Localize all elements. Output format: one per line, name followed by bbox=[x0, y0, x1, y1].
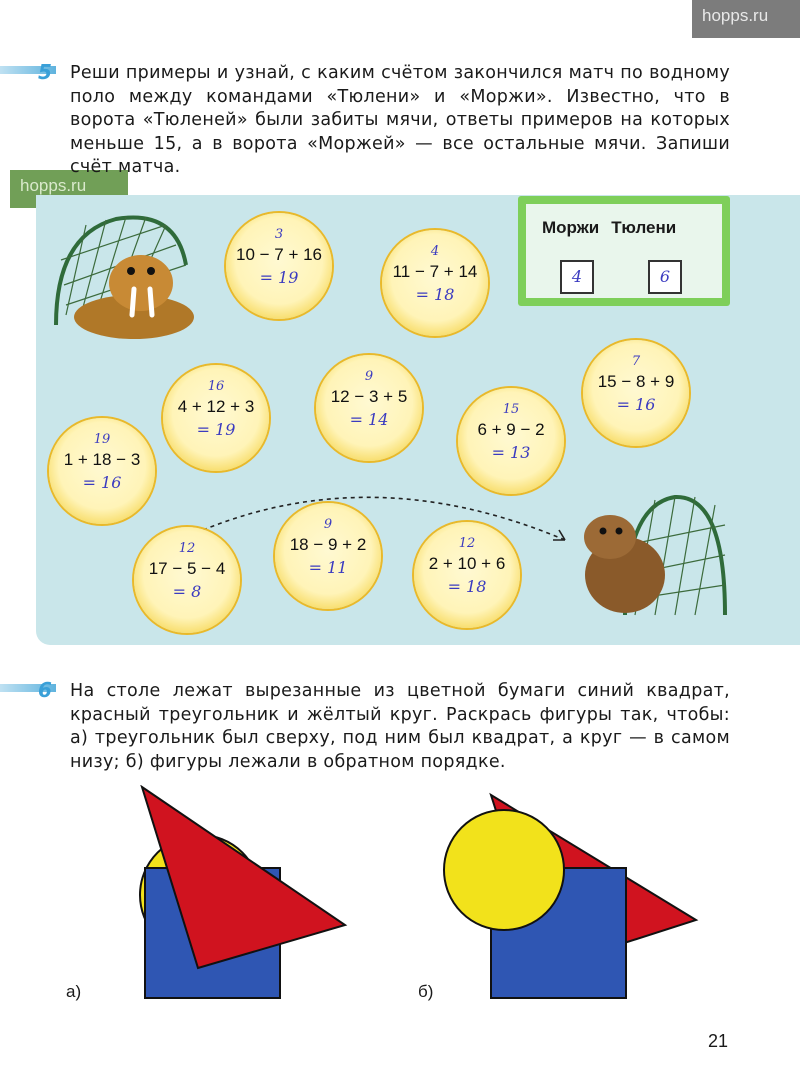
ball-mark: 12 bbox=[178, 541, 196, 556]
ball bbox=[275, 503, 381, 609]
walrus-head bbox=[109, 255, 173, 311]
ball-mark: 9 bbox=[323, 517, 333, 532]
ball-mark: 3 bbox=[274, 227, 284, 242]
page-number: 21 bbox=[707, 1031, 728, 1051]
team-seals-label: Тюлени bbox=[611, 218, 677, 237]
task5-text: Реши примеры и узнай, с каким счётом закончился матч по водному поло между командами «Тюлени» и «Моржи». Известно, что в ворота «Тюленей» были забиты мячи, ответы примеров на которых меньше 15, а в ворота «Моржей» — все остальные мячи. Запиши счёт матча. bbox=[70, 63, 730, 177]
yellow-circle bbox=[444, 810, 564, 930]
ball bbox=[414, 522, 520, 628]
ball-expression: 17 − 5 − 4 bbox=[148, 559, 226, 578]
ball-mark: 19 bbox=[93, 432, 111, 447]
scoreboard-header bbox=[542, 218, 688, 238]
walruses-score-box[interactable]: 4 bbox=[560, 260, 594, 294]
task6-text: На столе лежат вырезанные из цветной бумаги синий квадрат, красный треугольник и жёлтый круг. Раскрась фигуры так, чтобы: а) треугольник был сверху, под ним был квадрат, а круг — в самом низу; б) фигуры лежали в обратном порядке. bbox=[70, 681, 730, 772]
ball bbox=[583, 340, 689, 446]
ball-mark: 9 bbox=[364, 369, 374, 384]
ball bbox=[49, 418, 155, 524]
ball-expression: 2 + 10 + 6 bbox=[428, 554, 506, 573]
ball-answer: = 13 bbox=[491, 443, 531, 462]
figure-a bbox=[90, 785, 360, 1005]
ball-mark: 7 bbox=[631, 354, 641, 369]
seal-illustration bbox=[565, 485, 735, 625]
ball-answer: = 8 bbox=[172, 582, 202, 601]
caption-a: а) bbox=[66, 982, 82, 1001]
watermark-green: hopps.ru bbox=[10, 170, 128, 208]
task6-number: 6 bbox=[38, 678, 52, 702]
scoreboard-inner bbox=[526, 204, 722, 298]
scoreboard bbox=[518, 196, 730, 306]
task5-number: 5 bbox=[38, 60, 52, 84]
seal-head bbox=[584, 515, 636, 559]
ball-answer: = 19 bbox=[196, 420, 236, 439]
ball bbox=[163, 365, 269, 471]
figure-b bbox=[436, 785, 706, 1005]
ball-answer: = 18 bbox=[415, 285, 455, 304]
ball-expression: 15 − 8 + 9 bbox=[597, 372, 675, 391]
team-walruses-label: Моржи bbox=[542, 218, 600, 237]
ball bbox=[316, 355, 422, 461]
ball bbox=[382, 230, 488, 336]
ball-answer: = 16 bbox=[82, 473, 122, 492]
ball-answer: = 18 bbox=[447, 577, 487, 596]
ball-mark: 12 bbox=[458, 536, 476, 551]
ball-answer: = 14 bbox=[349, 410, 389, 429]
seals-score-box[interactable]: 6 bbox=[648, 260, 682, 294]
ball-expression: 6 + 9 − 2 bbox=[477, 420, 545, 439]
ball-expression: 11 − 7 + 14 bbox=[392, 262, 478, 281]
ball-answer: = 16 bbox=[616, 395, 656, 414]
ball-expression: 10 − 7 + 16 bbox=[235, 245, 323, 264]
ball bbox=[458, 388, 564, 494]
caption-b: б) bbox=[418, 982, 434, 1001]
ball-expression: 12 − 3 + 5 bbox=[330, 387, 408, 406]
ball-answer: = 19 bbox=[259, 268, 299, 287]
ball-answer: = 11 bbox=[308, 558, 348, 577]
walrus-illustration bbox=[46, 205, 196, 345]
ball bbox=[226, 213, 332, 319]
ball-mark: 16 bbox=[207, 379, 225, 394]
ball-mark: 15 bbox=[502, 402, 520, 417]
ball-expression: 1 + 18 − 3 bbox=[63, 450, 141, 469]
ball-expression: 18 − 9 + 2 bbox=[289, 535, 367, 554]
watermark-top: hopps.ru bbox=[692, 0, 800, 38]
ball bbox=[134, 527, 240, 633]
ball-expression: 4 + 12 + 3 bbox=[177, 397, 255, 416]
ball-mark: 4 bbox=[430, 244, 440, 259]
